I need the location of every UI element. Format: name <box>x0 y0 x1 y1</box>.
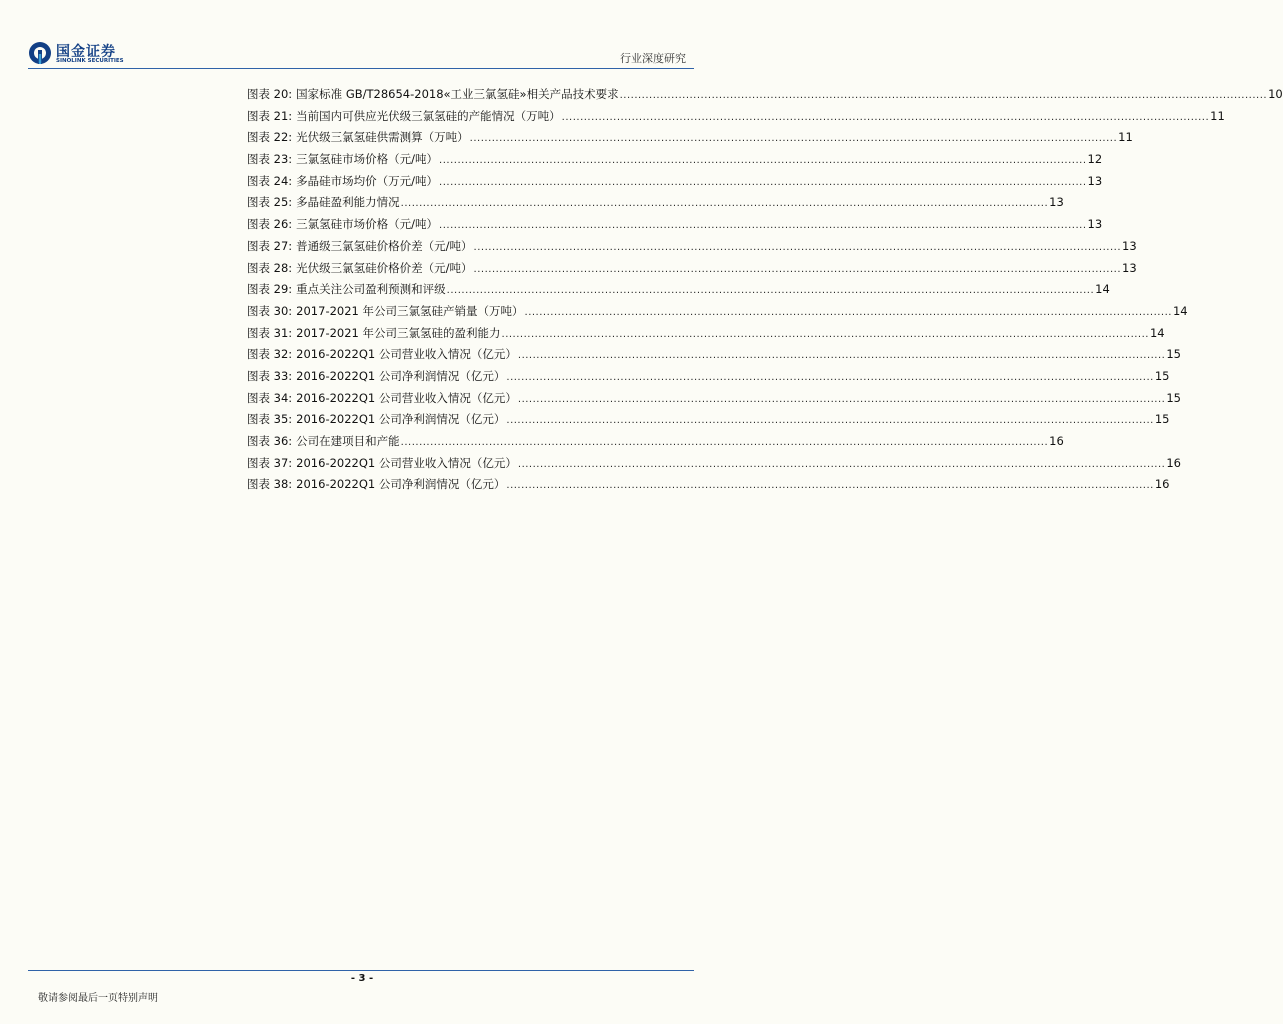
toc-entry-title: 光伏级三氯氢硅价格价差（元/吨） <box>296 260 473 275</box>
toc-entry-label: 图表 33: <box>247 368 293 383</box>
toc-entry[interactable] <box>247 368 1170 390</box>
toc-entry-page: 14 <box>1149 325 1165 340</box>
toc-dot-leader <box>401 198 1048 209</box>
toc-entry-label: 图表 38: <box>247 477 293 492</box>
toc-entry-label: 图表 37: <box>247 455 293 470</box>
toc-entry-label: 图表 30: <box>247 303 293 318</box>
toc-entry-label: 图表 27: <box>247 238 293 253</box>
logo-chinese-name: 国金证券 <box>56 44 116 60</box>
toc-entry-page: 14 <box>1172 303 1188 318</box>
toc-entry-title: 2016-2022Q1 公司净利润情况（亿元） <box>296 368 506 383</box>
toc-entry-label: 图表 22: <box>247 130 293 145</box>
toc-entry-label: 图表 24: <box>247 173 293 188</box>
toc-entry[interactable] <box>247 346 1181 368</box>
toc-entry[interactable] <box>247 390 1181 412</box>
toc-dot-leader <box>506 480 1153 491</box>
toc-entry-label: 图表 20: <box>247 87 293 101</box>
toc-entry[interactable] <box>247 238 1137 260</box>
toc-entry-page: 11 <box>1118 130 1133 145</box>
toc-entry-title: 光伏级三氯氢硅供需测算（万吨） <box>296 130 469 145</box>
toc-entry-label: 图表 36: <box>247 434 293 448</box>
toc-entry-title: 2016-2022Q1 公司营业收入情况（亿元） <box>296 347 517 362</box>
toc-entry-label: 图表 28: <box>247 260 293 275</box>
page-number: - 3 - <box>350 973 374 984</box>
toc-entry-page: 16 <box>1166 455 1181 470</box>
toc-entry-page: 16 <box>1154 477 1170 492</box>
toc-entry[interactable] <box>247 151 1103 173</box>
toc-dot-leader <box>474 242 1121 253</box>
toc-entry[interactable] <box>247 108 1225 130</box>
toc-dot-leader <box>470 133 1117 144</box>
toc-entry-label: 图表 31: <box>247 325 293 340</box>
sinolink-logo-icon <box>28 41 52 65</box>
toc-entry[interactable] <box>247 173 1103 195</box>
toc-entry-page: 16 <box>1049 434 1064 448</box>
toc-entry-label: 图表 35: <box>247 412 293 427</box>
toc-entry[interactable] <box>247 86 1283 108</box>
toc-entry[interactable] <box>247 281 1110 303</box>
toc-entry-page: 13 <box>1122 238 1137 253</box>
company-logo <box>28 41 138 67</box>
toc-entry-title: 2016-2022Q1 公司净利润情况（亿元） <box>296 412 506 427</box>
toc-entry-label: 图表 21: <box>247 108 293 123</box>
toc-entry-label: 图表 29: <box>247 282 293 297</box>
toc-entry-label: 图表 34: <box>247 390 293 405</box>
toc-entry[interactable] <box>247 455 1181 477</box>
toc-dot-leader <box>439 177 1086 188</box>
toc-entry-page: 14 <box>1095 282 1110 297</box>
footer-disclaimer: 敬请参阅最后一页特别声明 <box>38 993 158 1004</box>
toc-dot-leader <box>620 90 1267 101</box>
toc-dot-leader <box>502 329 1149 340</box>
toc-dot-leader <box>401 437 1048 448</box>
toc-entry-label: 图表 25: <box>247 195 293 210</box>
toc-entry-title: 2016-2022Q1 公司营业收入情况（亿元） <box>296 455 517 470</box>
toc-entry-title: 重点关注公司盈利预测和评级 <box>296 282 446 297</box>
toc-entry-page: 15 <box>1166 347 1181 362</box>
toc-dot-leader <box>562 112 1209 123</box>
toc-entry-page: 13 <box>1087 217 1103 232</box>
toc-entry-title: 公司在建项目和产能 <box>296 434 400 448</box>
toc-entry[interactable] <box>247 129 1133 151</box>
toc-dot-leader <box>518 459 1165 470</box>
toc-entry[interactable] <box>247 476 1170 498</box>
toc-entry-page: 15 <box>1166 390 1181 405</box>
toc-dot-leader <box>506 372 1153 383</box>
toc-entry-title: 2017-2021 年公司三氯氢硅的盈利能力 <box>296 325 501 340</box>
toc-entry-label: 图表 23: <box>247 152 293 167</box>
toc-entry-page: 13 <box>1122 260 1137 275</box>
toc-entry-title: 三氯氢硅市场价格（元/吨） <box>296 152 439 167</box>
toc-entry-page: 15 <box>1154 412 1170 427</box>
toc-entry-page: 10 <box>1268 87 1283 101</box>
page-header <box>0 0 724 70</box>
toc-entry-title: 2016-2022Q1 公司营业收入情况（亿元） <box>296 390 517 405</box>
toc-entry[interactable] <box>247 433 1064 455</box>
toc-entry-title: 2017-2021 年公司三氯氢硅产销量（万吨） <box>296 303 524 318</box>
toc-entry-label: 图表 32: <box>247 347 293 362</box>
toc-entry[interactable] <box>247 260 1137 282</box>
toc-entry-title: 普通级三氯氢硅价格价差（元/吨） <box>296 238 473 253</box>
toc-entry-title: 国家标准 GB/T28654-2018«工业三氯氢硅»相关产品技术要求 <box>296 87 619 101</box>
toc-entry-page: 13 <box>1049 195 1064 210</box>
header-divider <box>28 68 694 69</box>
toc-dot-leader <box>518 394 1165 405</box>
toc-dot-leader <box>518 350 1165 361</box>
toc-dot-leader <box>439 155 1086 166</box>
report-type-label: 行业深度研究 <box>620 52 686 65</box>
toc-entry[interactable] <box>247 325 1165 347</box>
toc-entry-page: 11 <box>1210 108 1225 123</box>
toc-entry-title: 多晶硅市场均价（万元/吨） <box>296 173 439 188</box>
footer-divider <box>28 970 694 971</box>
toc-entry-title: 当前国内可供应光伏级三氯氢硅的产能情况（万吨） <box>296 108 561 123</box>
toc-entry-page: 12 <box>1087 152 1103 167</box>
toc-dot-leader <box>474 264 1121 275</box>
logo-english-name: SINOLINK SECURITIES <box>56 58 124 64</box>
toc-entry[interactable] <box>247 216 1103 238</box>
toc-entry-page: 15 <box>1154 368 1170 383</box>
toc-entry[interactable] <box>247 411 1170 433</box>
toc-entry-label: 图表 26: <box>247 217 293 232</box>
toc-dot-leader <box>506 415 1153 426</box>
toc-entry[interactable] <box>247 303 1188 325</box>
toc-entry[interactable] <box>247 194 1064 216</box>
toc-entry-title: 2016-2022Q1 公司净利润情况（亿元） <box>296 477 506 492</box>
figure-index-list <box>247 86 1283 498</box>
toc-entry-page: 13 <box>1087 173 1103 188</box>
toc-dot-leader <box>447 285 1094 296</box>
toc-entry-title: 多晶硅盈利能力情况 <box>296 195 400 210</box>
toc-dot-leader <box>439 220 1086 231</box>
toc-entry-title: 三氯氢硅市场价格（元/吨） <box>296 217 439 232</box>
toc-dot-leader <box>525 307 1172 318</box>
